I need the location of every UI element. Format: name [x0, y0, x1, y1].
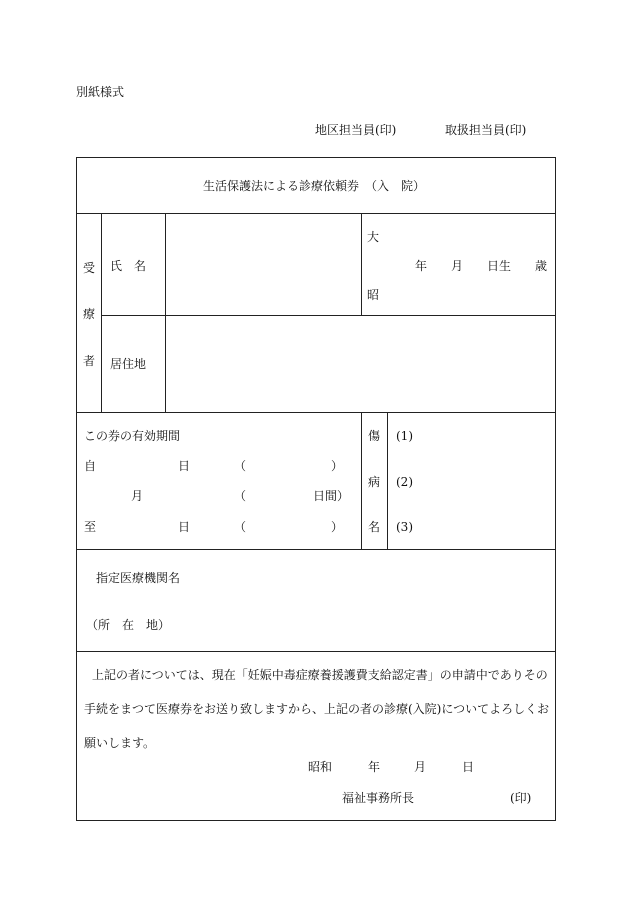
divider-line	[361, 213, 362, 315]
office-seal: (印)	[510, 791, 532, 805]
date-year: 年	[368, 760, 381, 774]
validity-days-total: 日間）	[313, 489, 350, 503]
era-taisho: 大	[367, 230, 380, 244]
divider-line	[76, 651, 556, 652]
divider-line	[387, 412, 388, 549]
disease-label-char-1: 傷	[367, 429, 380, 443]
divider-line	[76, 213, 556, 214]
disease-label-char-3: 名	[367, 520, 380, 534]
disease-label-char-2: 病	[367, 475, 380, 489]
validity-from-day: 日	[178, 459, 191, 473]
office-head: 福祉事務所長	[342, 791, 415, 805]
address-label: 居住地	[110, 357, 147, 371]
validity-to-day: 日	[178, 520, 191, 534]
paren-open: （	[234, 520, 247, 534]
date-day: 日	[462, 760, 475, 774]
paren-close: ）	[331, 520, 344, 534]
name-label: 氏 名	[110, 259, 147, 273]
form-title: 生活保護法による診療依頼券 （入 院）	[203, 179, 426, 193]
disease-item-2: (2)	[396, 475, 413, 489]
district-staff-seal: 地区担当員(印)	[315, 123, 397, 137]
patient-label-char-2: 療	[82, 307, 95, 321]
date-month: 月	[414, 760, 427, 774]
divider-line	[76, 549, 556, 550]
paren-open: （	[234, 489, 247, 503]
paren-open: （	[234, 459, 247, 473]
divider-line	[165, 213, 166, 412]
patient-label-char-1: 受	[82, 261, 95, 275]
disease-item-3: (3)	[396, 520, 413, 534]
request-paragraph: 上記の者については、現在「妊娠中毒症療養援護費支給認定書」の申請中でありその手続をまつて医療券をお送り致しますから、上記の者の診療(入院)についてよろしくお願いします。	[84, 668, 550, 750]
divider-line	[101, 213, 102, 412]
form-label: 別紙様式	[76, 85, 125, 99]
validity-from: 自	[84, 459, 97, 473]
divider-line	[76, 412, 556, 413]
date-era: 昭和	[308, 760, 333, 774]
handling-staff-seal: 取扱担当員(印)	[445, 123, 527, 137]
institution-location-label: （所 在 地）	[86, 618, 171, 632]
validity-month: 月	[131, 489, 144, 503]
paren-close: ）	[331, 459, 344, 473]
birth-date-age: 年 月 日生 歳	[415, 259, 548, 273]
validity-to: 至	[84, 520, 97, 534]
era-showa: 昭	[367, 288, 380, 302]
institution-name-label: 指定医療機関名	[96, 571, 181, 585]
divider-line	[101, 315, 556, 316]
patient-label-char-3: 者	[82, 354, 95, 368]
validity-title: この券の有効期間	[84, 429, 181, 443]
divider-line	[361, 412, 362, 549]
disease-item-1: (1)	[396, 429, 413, 443]
